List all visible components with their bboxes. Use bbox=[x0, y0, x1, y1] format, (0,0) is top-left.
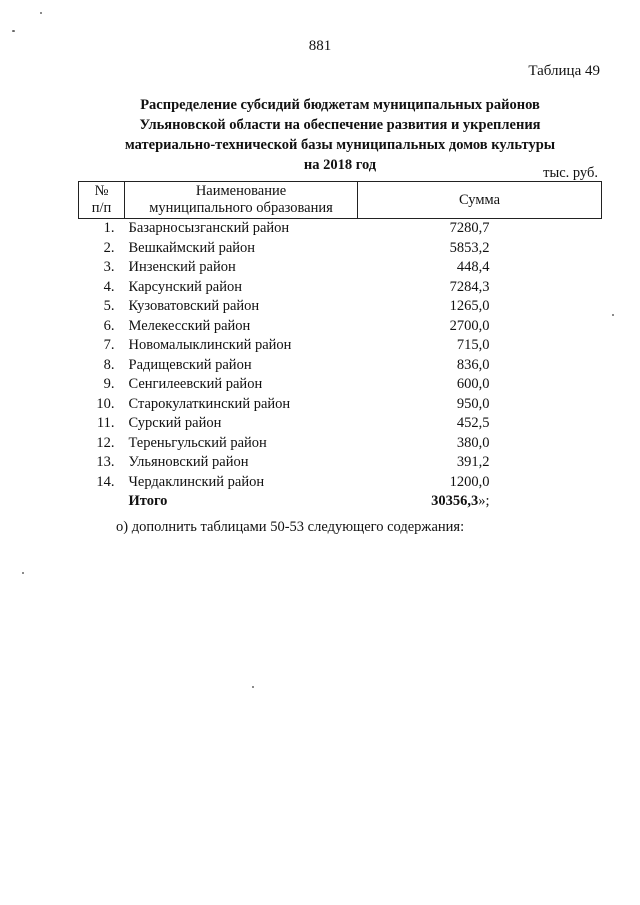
row-number: 14. bbox=[96, 473, 115, 490]
row-number: 11. bbox=[96, 415, 115, 431]
row-name: Карсунский район bbox=[128, 278, 243, 295]
row-name: Инзенский район bbox=[128, 259, 236, 275]
row-name: Кузоватовский район bbox=[128, 298, 260, 314]
header-number-line1: № bbox=[94, 183, 109, 199]
row-number: 8. bbox=[103, 356, 115, 373]
row-name: Радищевский район bbox=[128, 356, 252, 373]
row-sum: 391,2 bbox=[456, 454, 490, 470]
scan-speck bbox=[612, 314, 614, 316]
scan-speck bbox=[22, 572, 24, 574]
row-number: 3. bbox=[103, 259, 115, 275]
row-sum: 5853,2 bbox=[449, 239, 490, 256]
row-number: 10. bbox=[96, 395, 115, 412]
row-name: Сурский район bbox=[128, 415, 222, 431]
row-name: Базарносызганский район bbox=[128, 220, 290, 236]
row-number: 13. bbox=[96, 454, 115, 470]
table-row bbox=[79, 258, 602, 278]
row-sum: 950,0 bbox=[456, 395, 490, 412]
row-number: 5. bbox=[103, 298, 115, 314]
row-sum: 836,0 bbox=[456, 356, 490, 373]
row-number: 1. bbox=[103, 220, 115, 236]
row-sum: 1200,0 bbox=[449, 473, 490, 490]
table-header-row bbox=[79, 182, 602, 219]
header-name bbox=[125, 182, 358, 219]
row-number: 7. bbox=[103, 337, 115, 353]
scan-speck bbox=[40, 12, 42, 14]
total-sum: 30356,3 bbox=[431, 493, 479, 509]
row-number: 12. bbox=[96, 434, 115, 451]
table-row bbox=[79, 336, 602, 356]
row-number: 4. bbox=[103, 278, 115, 295]
subsidies-table bbox=[78, 181, 602, 512]
row-sum: 380,0 bbox=[456, 434, 490, 451]
footer-text: о) дополнить таблицами 50-53 следующего содержания: bbox=[116, 519, 465, 535]
row-sum: 7280,7 bbox=[449, 220, 490, 236]
page-number: 881 bbox=[308, 38, 332, 54]
table-row bbox=[79, 473, 602, 493]
row-sum: 448,4 bbox=[456, 259, 490, 275]
table-row bbox=[79, 356, 602, 376]
row-name: Чердаклинский район bbox=[128, 473, 265, 490]
table-number: Таблица 49 bbox=[528, 63, 600, 79]
row-name: Ульяновский район bbox=[128, 454, 249, 470]
header-number bbox=[79, 182, 125, 219]
table-row bbox=[79, 219, 602, 239]
row-sum: 7284,3 bbox=[449, 278, 490, 295]
row-name: Сенгилеевский район bbox=[128, 376, 263, 392]
row-number: 2. bbox=[103, 239, 115, 256]
row-sum: 452,5 bbox=[456, 415, 490, 431]
total-suffix: »; bbox=[478, 493, 490, 509]
table-row bbox=[79, 434, 602, 454]
table-row bbox=[79, 453, 602, 473]
table-body bbox=[79, 219, 602, 512]
row-name: Новомалыклинский район bbox=[128, 337, 292, 353]
header-sum: Сумма bbox=[358, 182, 602, 219]
table-title bbox=[80, 95, 600, 175]
table-row bbox=[79, 375, 602, 395]
row-sum: 600,0 bbox=[456, 376, 490, 392]
total-label: Итого bbox=[128, 493, 168, 509]
scan-speck bbox=[252, 686, 254, 688]
total-number-cell bbox=[79, 492, 125, 512]
table-row bbox=[79, 414, 602, 434]
table-row bbox=[79, 278, 602, 298]
table-row bbox=[79, 239, 602, 259]
units-label: тыс. руб. bbox=[543, 165, 598, 181]
row-number: 6. bbox=[103, 317, 115, 334]
title-line: Распределение субсидий бюджетам муниципальных районов bbox=[140, 97, 540, 113]
table-row bbox=[79, 317, 602, 337]
row-name: Старокулаткинский район bbox=[128, 395, 291, 412]
scan-speck bbox=[12, 30, 15, 32]
table-row bbox=[79, 297, 602, 317]
title-line: Ульяновской области на обеспечение развития и укрепления bbox=[139, 117, 541, 133]
row-number: 9. bbox=[103, 376, 115, 392]
title-line: материально-технической базы муниципальных домов культуры bbox=[124, 137, 556, 153]
row-name: Вешкаймский район bbox=[128, 239, 256, 256]
header-name-line2: муниципального образования bbox=[149, 200, 333, 216]
title-line: на 2018 год bbox=[303, 157, 377, 173]
row-name: Тереньгульский район bbox=[128, 434, 267, 451]
total-row bbox=[79, 492, 602, 512]
row-sum: 2700,0 bbox=[449, 317, 490, 334]
row-sum: 715,0 bbox=[456, 337, 490, 353]
row-sum: 1265,0 bbox=[449, 298, 490, 314]
header-number-line2: п/п bbox=[91, 200, 112, 216]
header-name-line1: Наименование bbox=[195, 183, 287, 199]
total-sum-cell bbox=[358, 492, 602, 512]
row-name: Мелекесский район bbox=[128, 317, 251, 334]
table-row bbox=[79, 395, 602, 415]
